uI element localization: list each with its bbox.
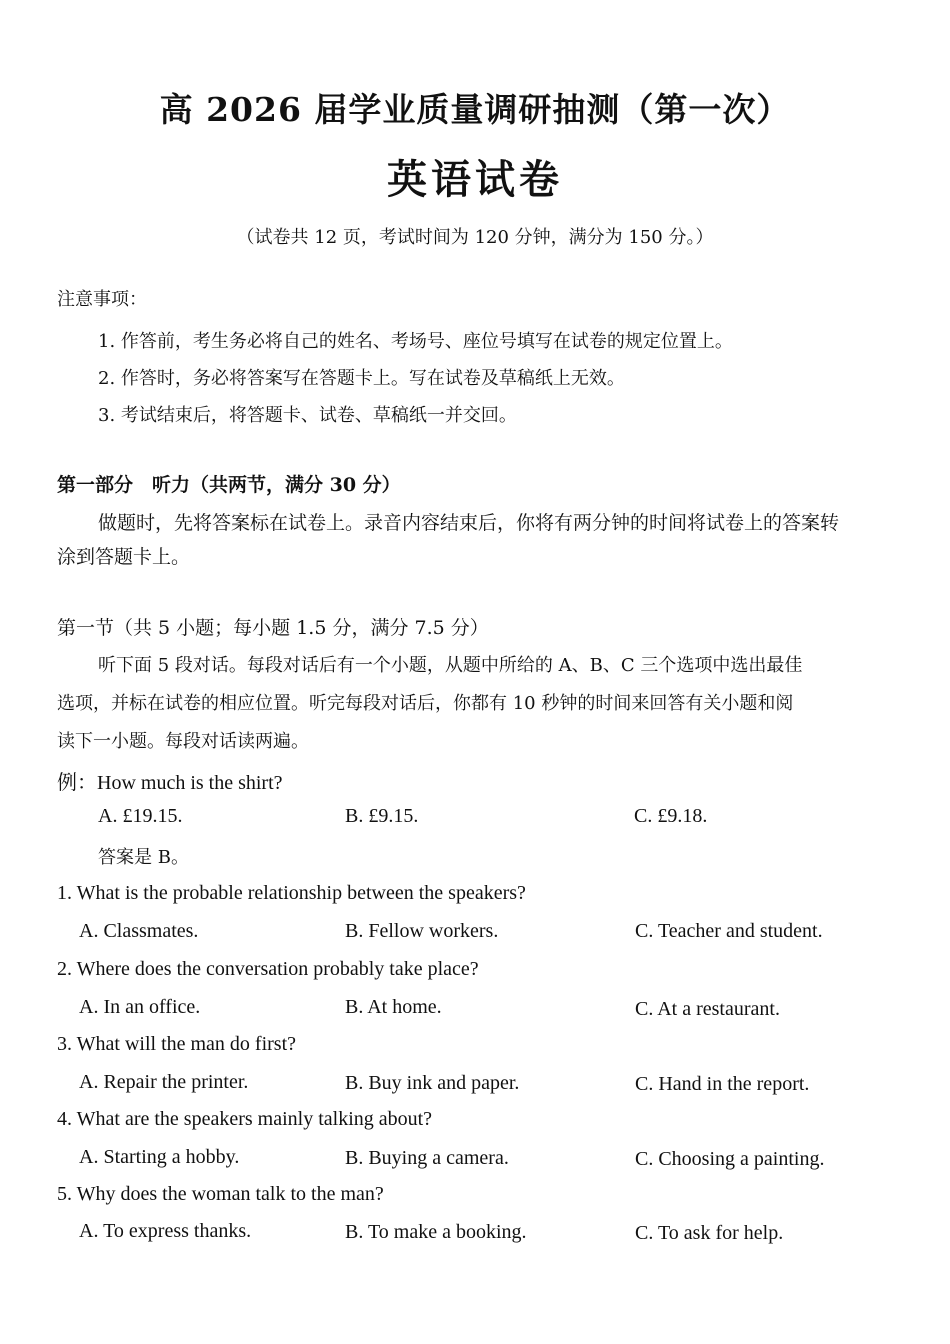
- question-1: 1. What is the probable relationship between the speakers?: [57, 882, 526, 904]
- example-question: 例：How much is the shirt?: [57, 772, 283, 794]
- question-4-option-c: C. Choosing a painting.: [635, 1148, 825, 1170]
- notice-item: 1. 作答前，考生务必将自己的姓名、考场号、座位号填写在试卷的规定位置上。: [98, 331, 733, 352]
- question-1-option-b: B. Fellow workers.: [345, 920, 499, 942]
- notice-item: 2. 作答时，务必将答案写在答题卡上。写在试卷及草稿纸上无效。: [98, 368, 625, 389]
- exam-info: （试卷共 12 页，考试时间为 120 分钟，满分为 150 分。）: [236, 227, 714, 248]
- question-4-option-a: A. Starting a hobby.: [79, 1146, 240, 1168]
- part1-intro-line: 做题时，先将答案标在试卷上。录音内容结束后，你将有两分钟的时间将试卷上的答案转: [98, 512, 840, 534]
- question-4: 4. What are the speakers mainly talking about?: [57, 1108, 433, 1130]
- question-4-option-b: B. Buying a camera.: [345, 1147, 509, 1169]
- question-2-option-a: A. In an office.: [79, 996, 201, 1018]
- exam-title: 高 2026 届学业质量调研抽测（第一次）: [159, 90, 791, 129]
- question-2-option-c: C. At a restaurant.: [635, 998, 780, 1020]
- question-5-option-b: B. To make a booking.: [345, 1221, 527, 1243]
- question-5-option-c: C. To ask for help.: [635, 1222, 784, 1244]
- question-3-option-b: B. Buy ink and paper.: [345, 1072, 520, 1094]
- example-option-c: C. £9.18.: [634, 805, 708, 827]
- section1-heading: 第一节（共 5 小题；每小题 1.5 分，满分 7.5 分）: [57, 617, 489, 639]
- question-1-option-a: A. Classmates.: [79, 920, 199, 942]
- question-5-option-a: A. To express thanks.: [79, 1220, 252, 1242]
- example-option-b: B. £9.15.: [345, 805, 419, 827]
- example-option-a: A. £19.15.: [98, 805, 183, 827]
- question-2: 2. Where does the conversation probably take place?: [57, 958, 479, 980]
- section1-intro-line: 选项，并标在试卷的相应位置。听完每段对话后，你都有 10 秒钟的时间来回答有关小题和阅: [57, 693, 794, 714]
- part1-heading: 第一部分 听力（共两节，满分 30 分）: [57, 474, 401, 496]
- section1-intro-line: 听下面 5 段对话。每段对话后有一个小题，从题中所给的 A、B、C 三个选项中选出最佳: [98, 655, 803, 676]
- question-3-option-a: A. Repair the printer.: [79, 1071, 249, 1093]
- exam-subject: 英语试卷: [387, 156, 563, 203]
- notice-item: 3. 考试结束后，将答题卡、试卷、草稿纸一并交回。: [98, 405, 517, 426]
- part1-intro-line: 涂到答题卡上。: [57, 546, 191, 568]
- section1-intro-line: 读下一小题。每段对话读两遍。: [57, 731, 309, 752]
- question-3-option-c: C. Hand in the report.: [635, 1073, 810, 1095]
- question-1-option-c: C. Teacher and student.: [635, 920, 823, 942]
- question-3: 3. What will the man do first?: [57, 1033, 297, 1055]
- question-2-option-b: B. At home.: [345, 996, 442, 1018]
- example-answer: 答案是 B。: [98, 847, 189, 868]
- question-5: 5. Why does the woman talk to the man?: [57, 1183, 384, 1205]
- notice-heading: 注意事项：: [57, 289, 147, 310]
